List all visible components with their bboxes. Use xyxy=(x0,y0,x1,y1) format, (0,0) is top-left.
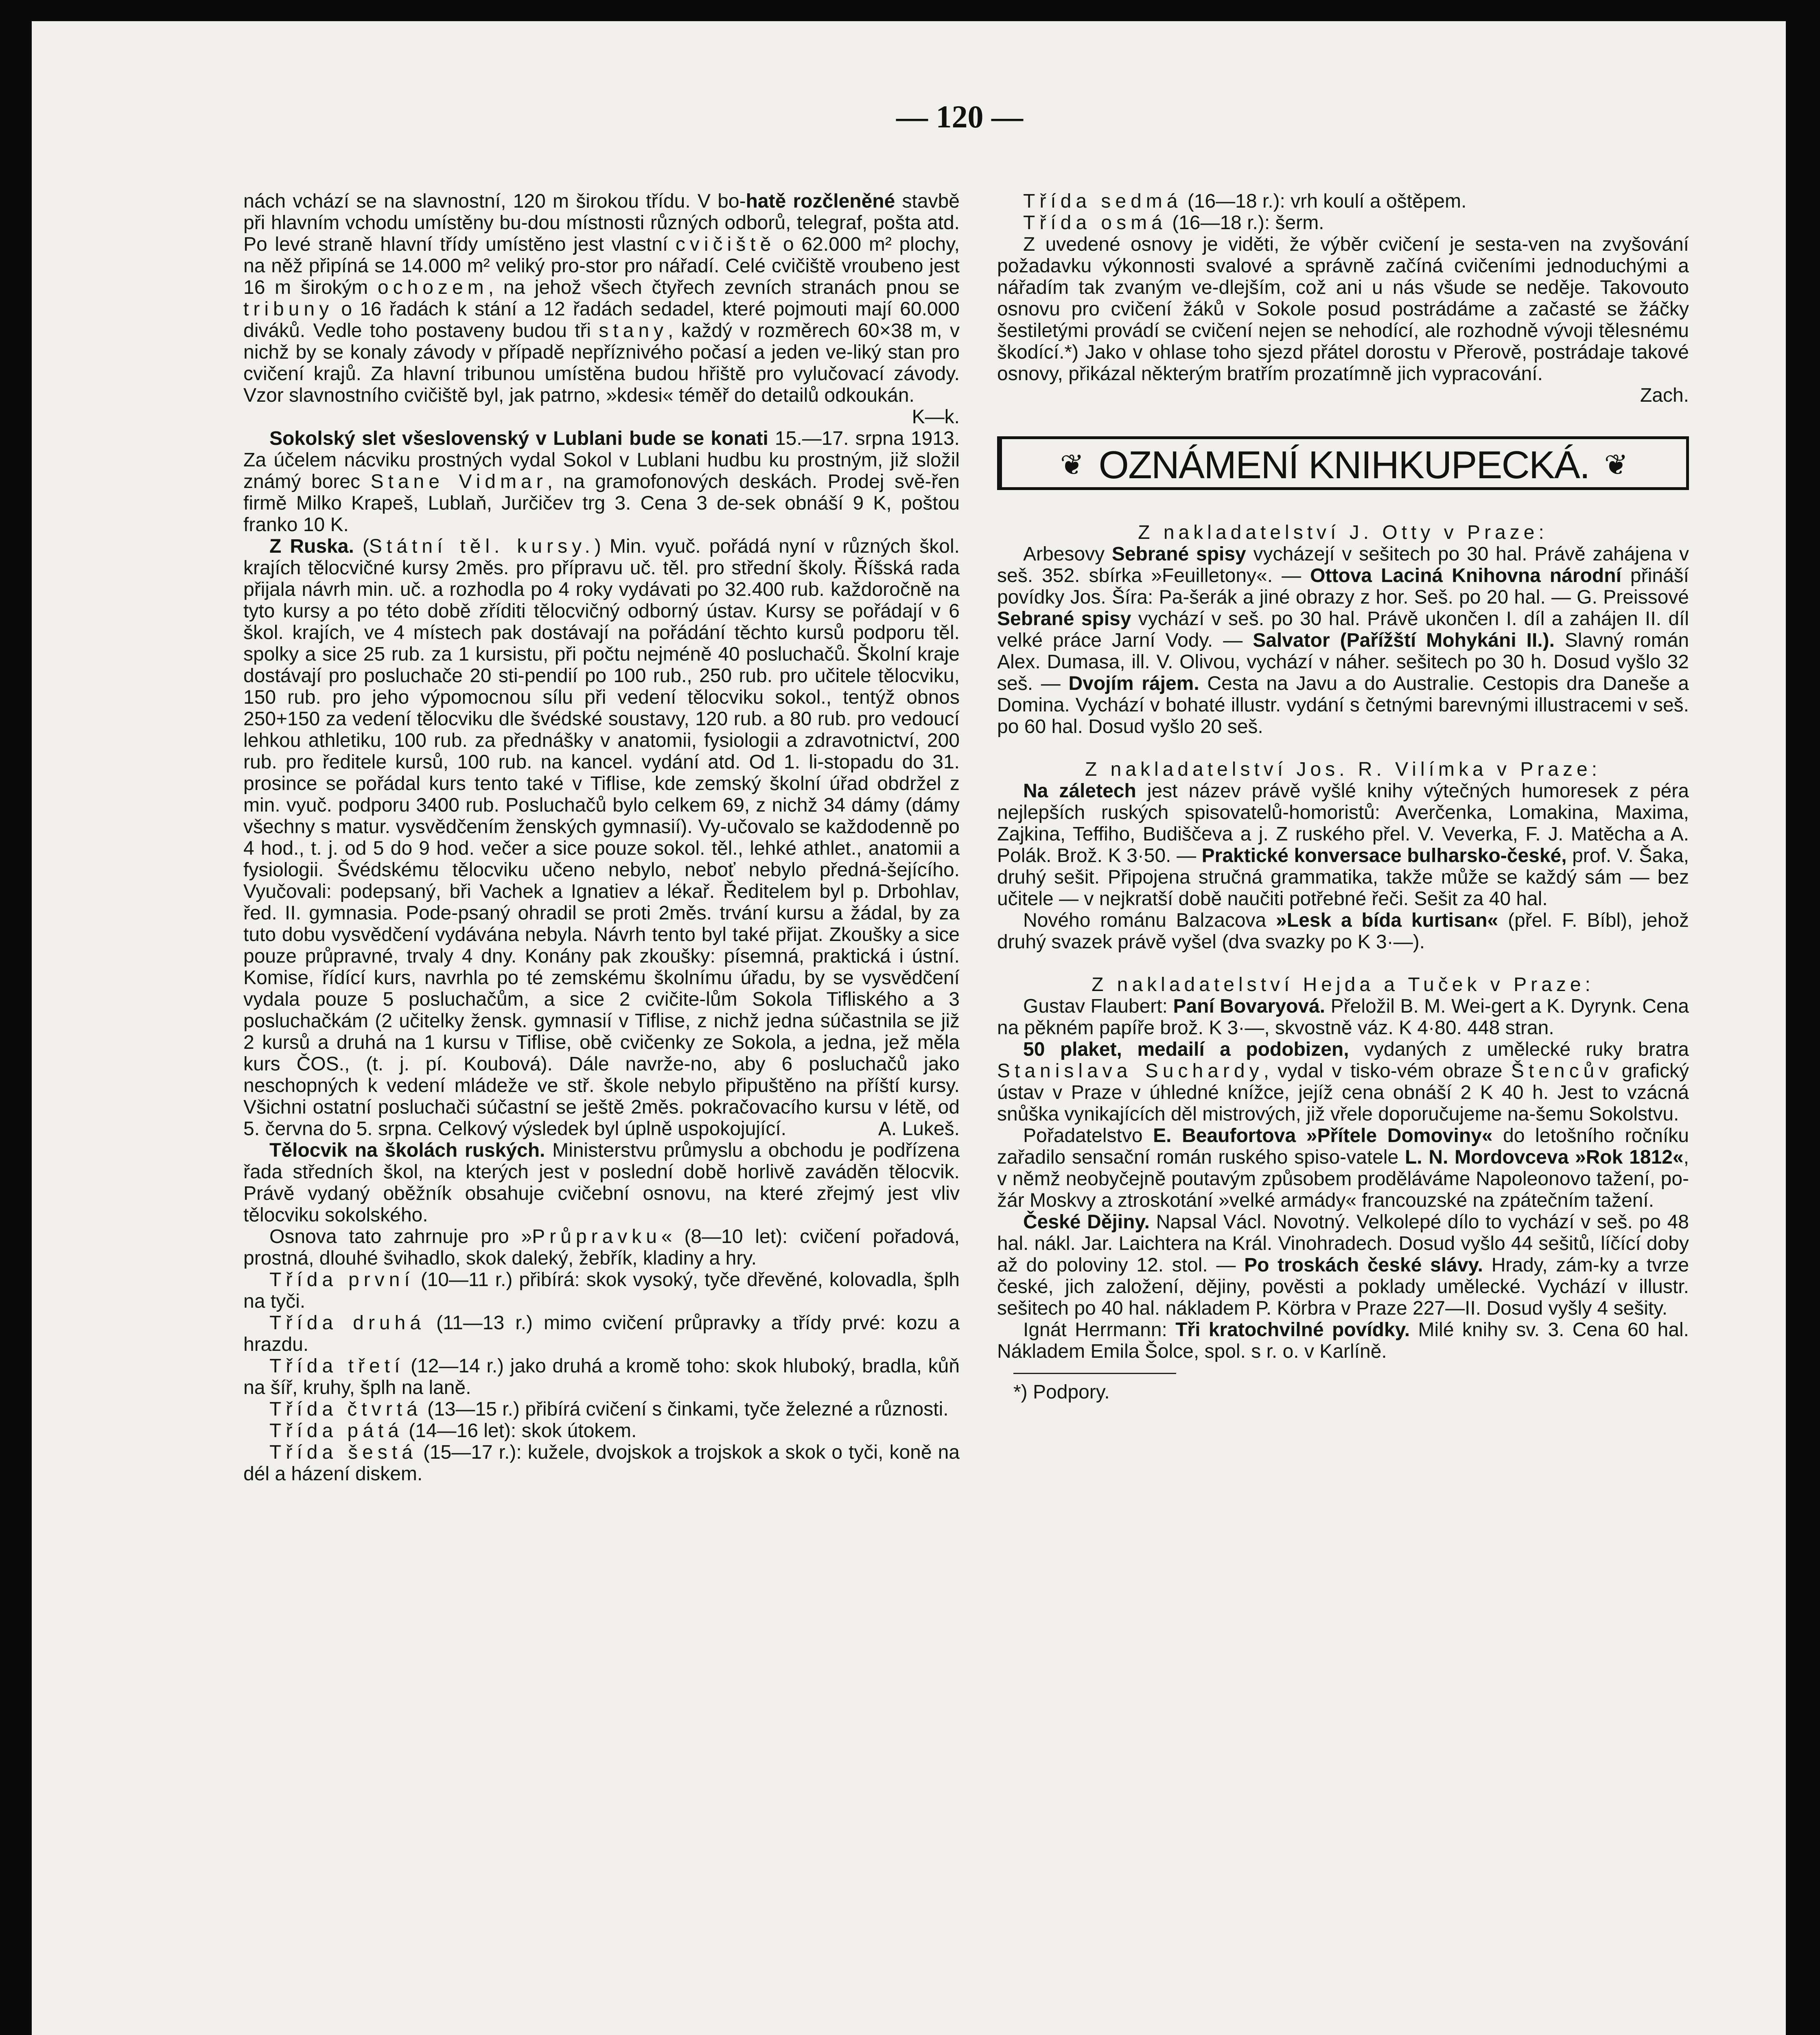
author-signature: Zach. xyxy=(1640,385,1689,406)
article-paragraph: Pořadatelstvo E. Beaufortova »Přítele Domoviny« do letošního ročníku zařadilo sensační román ruského spiso-vatele L. N. Mordovceva »Rok 1812«, v němž neobyčejně poutavým způsobem proděláváme Napoleonovo tažení, po-žár Moskvy a ztroskotání »velké armády« francouzské na zpátečním tažení. xyxy=(997,1125,1689,1211)
publisher-heading: Z nakladatelství Jos. R. Vilímka v Praze: xyxy=(1085,758,1601,780)
article-paragraph: Tělocvik na školách ruských. Ministerstvu průmyslu a obchodu je podřízena řada středních škol, na kterých jest v poslední době horlivě zaváděn tělocvik. Právě vydaný oběžník obsahuje cvičební osnovu, na které zřejmý jest vliv tělocviku sokolského. xyxy=(243,1140,960,1226)
right-column xyxy=(997,190,1689,1403)
announcement-title: OZNÁMENÍ KNIHKUPECKÁ. xyxy=(1098,443,1590,487)
article-paragraph: Třída čtvrtá (13—15 r.) přibírá cvičení s činkami, tyče železné a různosti. xyxy=(269,1398,949,1420)
section-gap xyxy=(997,953,1689,974)
article-paragraph: Gustav Flaubert: Paní Bovaryová. Přeložil B. M. Wei-gert a K. Dyrynk. Cena na pěkném papíře brož. K 3·—, skvostně váz. K 4·80. 448 stran. xyxy=(997,995,1689,1039)
article-paragraph: Z Ruska. (Státní těl. kursy.) Min. vyuč. pořádá nyní v různých škol. krajích tělocvičné kursy 2měs. pro přípravu uč. těl. pro střední školy. Říšská rada přijala návrh min. uč. a rozhodla po 4 roky vydávati po 32.400 rub. každoročně na tyto kursy a po této době zříditi tělocvičný odborný ústav. Kursy se pořádají v 6 škol. krajích, ve 4 místech pak dostávají na pořádání těchto kursů podporu těl. spolky a sice 25 rub. za 1 kursistu, při počtu nejméně 40 posluchačů. Školní kraje dostávají pro posluchače 20 sti-pendií po 100 rub., 250 rub. pro učitele tělocviku, 150 rub. pro jeho výpomocnou sílu při vedení tělocviku sokol., tentýž obnos 250+150 za vedení tělocviku dle švédské soustavy, 120 rub. a 80 rub. pro vedoucí lehkou athletiku, 100 rub. za přednášky v anatomii, fysiologii a zdravotnictví, 200 rub. pro ředitele kursů, 100 rub. na kancel. vydání atd. Od 1. li-stopadu do 31. prosince se pořádal kurs tento také v Tiflise, kde zemský školní úřad obdržel z min. vyuč. podporu 3400 rub. Posluchačů bylo celkem 69, z nichž 34 dámy (dámy všechny s matur. vysvědčením ženských gymnasií). Vy-učovalo se každodenně po 4 hod., t. j. od 5 do 9 hod. večer a sice pouze sokol. těl., lehké athlet., anatomii a fysiologii. Švédskému tělocviku učeno nebylo, neboť nebylo předná-šejícího. Vyučovali: podepsaný, bři Vachek a Ignatiev a lékař. Ředitelem byl p. Drbohlav, řed. II. gymnasia. Pode-psaný ohradil se proti 2měs. trvání kursu a žádal, by za tuto dobu vysvědčení vydávána nebyla. Návrh tento byl také přijat. Zkoušky a sice pouze průpravné, trvaly 4 dny. Konány pak zkoušky: písemná, praktická i ústní. Komise, řídící kurs, navrhla po té zemskému školnímu úřadu, by se vysvědčení vydala pouze 5 posluchačům, a sice 2 cvičite-lům Sokola Tifliského a 3 posluchačkám (2 učitelky žensk. gymnasií v Tiflise, z nichž jedna súčastnila se již 2 kursů a druhá na 1 kursu v Tiflise, obě cvičenky ze Sokola, a jedna, jež měla kurs ČOS., (t. j. pí. Koubová). Dále navrže-no, aby 6 posluchačů jako neschopných k vedení mládeže ve stř. škole nebylo připuštěno na příští kursy. Všichni ostatní posluchači súčastní se ještě 2měs. pokračovacího kursu v létě, od 5. června do 5. srpna. Celkový výsledek byl úplně uspokojující. A. Lukeš. xyxy=(243,536,960,1140)
left-ornament-icon: ❦ xyxy=(1060,449,1084,481)
article-paragraph: Třída první (10—11 r.) přibírá: skok vysoký, tyče dřevěné, kolovadla, šplh na tyči. xyxy=(243,1269,960,1312)
author-signature: K—k. xyxy=(912,406,960,428)
article-paragraph: Arbesovy Sebrané spisy vycházejí v sešitech po 30 hal. Právě zahájena v seš. 352. sbírka »Feuilletony«. — Ottova Laciná Knihovna národní přináší povídky Jos. Šíra: Pa-šerák a jiné obrazy z hor. Seš. po 20 hal. — G. Preissové Sebrané spisy vychází v seš. po 30 hal. Právě ukončen I. díl a zahájen II. díl velké práce Jarní Vody. — Salvator (Pařížští Mohykáni II.). Slavný román Alex. Dumasa, ill. V. Olivou, vychází v náher. sešitech po 30 h. Dosud vyšlo 32 seš. — Dvojím rájem. Cesta na Javu a do Australie. Cestopis dra Daneše a Domina. Vychází v bohaté illustr. vydání s četnými barevnými illustracemi v seš. po 60 hal. Dosud vyšlo 20 seš. xyxy=(997,543,1689,737)
article-paragraph: nách vchází se na slavnostní, 120 m širokou třídu. V bo-hatě rozčleněné stavbě při hlavním vchodu umístěny bu-dou místnosti různých odborů, telegraf, pošta atd. Po levé straně hlavní třídy umístěno jest vlastní cvičiště o 62.000 m² plochy, na něž připíná se 14.000 m² veliký pro-stor pro nářadí. Celé cvičiště vroubeno jest 16 m širokým ochozem, na jehož všech čtyřech zevních stranách pnou se tribuny o 16 řadách k stání a 12 řadách sedadel, které pojmouti mají 60.000 diváků. Vedle toho postaveny budou tři stany, každý v rozměrech 60×38 m, v nichž by se konaly závody v případě nepříznivého počasí a jeden ve-liký stan pro cvičení krajů. Za hlavní tribunou umístěna budou hřiště pro vylučovací závody. Vzor slavnostního cvičiště byl, jak patrno, »kdesi« téměř do detailů odkoukán. xyxy=(243,190,960,406)
article-paragraph: 50 plaket, medailí a podobizen, vydaných z umělecké ruky bratra Stanislava Suchardy, vydal v tisko-vém obraze Štencův grafický ústav v Praze v úhledné knížce, jejíž cena obnáší 2 K 40 h. Jest to vzácná snůška vynikajících děl mistrových, již vřele doporučujeme na-šemu Sokolstvu. xyxy=(997,1038,1689,1125)
bookshop-announcements xyxy=(997,522,1689,1362)
article-paragraph: Třída šestá (15—17 r.): kužele, dvojskok a trojskok a skok o tyči, koně na dél a házení diskem. xyxy=(243,1442,960,1485)
publisher-heading: Z nakladatelství Hejda a Tuček v Praze: xyxy=(1092,974,1595,996)
article-paragraph: Ignát Herrmann: Tři kratochvilné povídky. Milé knihy sv. 3. Cena 60 hal. Nákladem Emila Šolce, spol. s r. o. v Karlíně. xyxy=(997,1319,1689,1362)
article-paragraph: Na záletech jest název právě vyšlé knihy výtečných humoresek z péra nejlepších ruských spisovatelů-homoristů: Averčenka, Lomakina, Maxima, Zajkina, Teffiho, Budiščeva a j. Z ruského přel. V. Veverka, F. J. Matěcha a A. Polák. Brož. K 3·50. — Praktické konversace bulharsko-české, prof. V. Šaka, druhý sešit. Připojena stručná grammatika, takže může se každý sám — bez učitele — v nejkratší době naučiti potřebné řeči. Sešit za 40 hal. xyxy=(997,780,1689,910)
right-column-articles xyxy=(997,190,1689,406)
article-paragraph: Třída pátá (14—16 let): skok útokem. xyxy=(269,1420,637,1442)
article-paragraph: Osnova tato zahrnuje pro »Průpravku« (8—10 let): cvičení pořadová, prostná, dlouhé švihadlo, skok daleký, žebřík, kladiny a hry. xyxy=(243,1226,960,1269)
article-paragraph: Třída třetí (12—14 r.) jako druhá a kromě toho: skok hluboký, bradla, kůň na šíř, kruhy, šplh na laně. xyxy=(243,1355,960,1398)
left-column xyxy=(243,190,960,1485)
publisher-heading: Z nakladatelství J. Otty v Praze: xyxy=(1138,521,1548,543)
announcement-header-box xyxy=(997,436,1689,490)
page-number: — 120 — xyxy=(896,99,1023,134)
section-gap xyxy=(997,737,1689,759)
article-paragraph: Z uvedené osnovy je viděti, že výběr cvičení je sesta-ven na zvyšování požadavku výkonnosti svalové a správně začíná cvičeními jednoduchými a nářadím tak zvaným ve-dlejším, což ani u nás všude se neděje. Takovouto osnovu pro cvičení žáků v Sokole posud postrádáme a začasté se žáčky šestiletými provádí se cvičení nejen se nehodící, ale rozhodně vývoji tělesnému škodící.*) Jako v ohlase toho sjezd přátel dorostu v Přerově, postrádaje takové osnovy, přikázal některým bratřím prozatímně jich vypracování. xyxy=(997,234,1689,385)
article-paragraph: Sokolský slet všeslovenský v Lublani bude se konati 15.—17. srpna 1913. Za účelem nácviku prostných vydal Sokol v Lublani hudbu ku prostným, již složil známý borec Stane Vidmar, na gramofonových deskách. Prodej svě-řen firmě Milko Krapeš, Lublaň, Jurčičev trg 3. Cena 3 de-sek obnáší 9 K, poštou franko 10 K. xyxy=(243,428,960,536)
article-paragraph: České Dějiny. Napsal Václ. Novotný. Velkolepé dílo to vychází v seš. po 48 hal. nákl. Jar. Laichtera na Král. Vinohradech. Dosud vyšlo 44 sešitů, líčící doby až do poloviny 12. stol. — Po troskách české slávy. Hrady, zám-ky a tvrze české, jich založení, dějiny, pověsti a poklady umělecké. Vychází v illustr. sešitech po 40 hal. nákladem P. Körbra v Praze 227—II. Dosud vyšly 4 sešity. xyxy=(997,1211,1689,1319)
page-sheet xyxy=(32,21,1786,2035)
article-paragraph: Třída sedmá (16—18 r.): vrh koulí a oštěpem. xyxy=(1023,190,1467,212)
right-ornament-icon: ❦ xyxy=(1604,449,1628,481)
article-paragraph: Třída osmá (16—18 r.): šerm. xyxy=(1023,212,1324,234)
article-paragraph: Třída druhá (11—13 r.) mimo cvičení průpravky a třídy prvé: kozu a hrazdu. xyxy=(243,1312,960,1355)
article-paragraph: Nového románu Balzacova »Lesk a bída kurtisan« (přel. F. Bíbl), jehož druhý svazek právě vyšel (dva svazky po K 3·—). xyxy=(997,909,1689,953)
footnote: *) Podpory. xyxy=(1013,1381,1110,1403)
footnote-rule xyxy=(1013,1373,1176,1374)
